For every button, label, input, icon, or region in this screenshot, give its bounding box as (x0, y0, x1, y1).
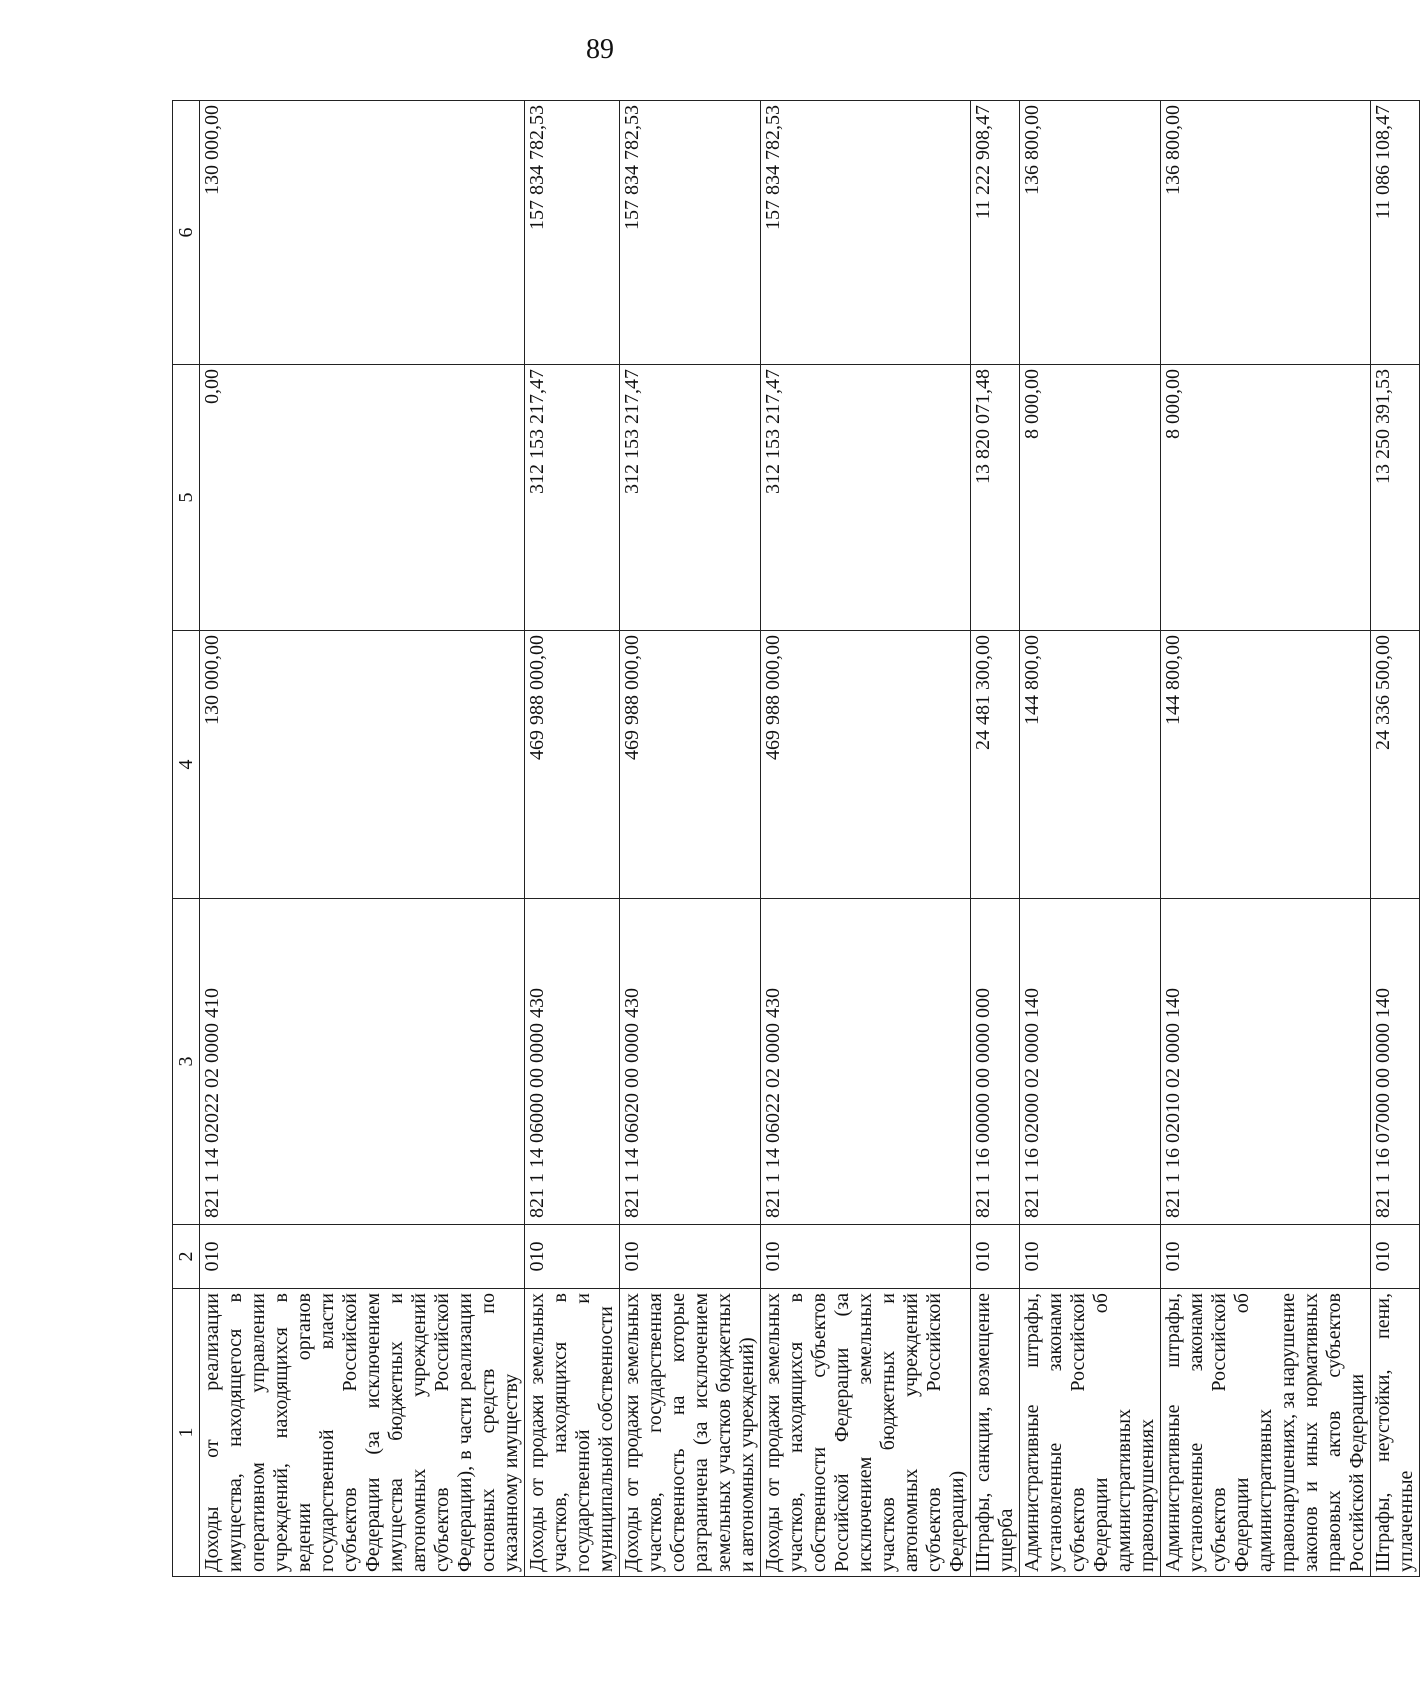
admin-code: 010 (971, 1225, 1020, 1289)
table-row (971, 101, 1020, 1577)
income-name: Доходы от продажи земельных участков, находящихся в государственной и муниципальной собственности (525, 1289, 620, 1577)
amount-col6: 11 222 908,47 (971, 101, 1020, 365)
amount-col5: 312 153 217,47 (761, 365, 971, 631)
budget-classification-code: 821 1 16 00000 00 0000 000 (971, 899, 1020, 1225)
amount-col5: 0,00 (200, 365, 525, 631)
admin-code: 010 (1371, 1225, 1420, 1289)
amount-col4: 144 800,00 (1161, 631, 1371, 899)
income-name: Доходы от продажи земельных участков, государственная собственность на которые разграничена (за исключением земельных участков бюджетных и автономных учреждений) (620, 1289, 761, 1577)
admin-code: 010 (200, 1225, 525, 1289)
amount-col5: 312 153 217,47 (620, 365, 761, 631)
admin-code: 010 (1161, 1225, 1371, 1289)
admin-code: 010 (620, 1225, 761, 1289)
budget-classification-code: 821 1 16 02010 02 0000 140 (1161, 899, 1371, 1225)
amount-col4: 130 000,00 (200, 631, 525, 899)
amount-col5: 13 250 391,53 (1371, 365, 1420, 631)
amount-col5: 13 820 071,48 (971, 365, 1020, 631)
table-row (525, 101, 620, 1577)
amount-col6: 130 000,00 (200, 101, 525, 365)
budget-classification-code: 821 1 14 02022 02 0000 410 (200, 899, 525, 1225)
column-header: 6 (173, 101, 200, 365)
amount-col4: 469 988 000,00 (761, 631, 971, 899)
rotated-table-container (172, 101, 1417, 1577)
amount-col6: 136 800,00 (1020, 101, 1161, 365)
amount-col6: 157 834 782,53 (761, 101, 971, 365)
budget-classification-code: 821 1 14 06000 00 0000 430 (525, 899, 620, 1225)
column-header: 3 (173, 899, 200, 1225)
column-header: 1 (173, 1289, 200, 1577)
admin-code: 010 (761, 1225, 971, 1289)
budget-classification-code: 821 1 14 06022 02 0000 430 (761, 899, 971, 1225)
page-number: 89 (586, 34, 614, 65)
income-name: Доходы от продажи земельных участков, находящихся в собственности субъектов Российской Федерации (за исключением земельных участков бюджетных и автономных учреждений субъектов Российской Федерации) (761, 1289, 971, 1577)
header-row (173, 101, 200, 1577)
amount-col6: 136 800,00 (1161, 101, 1371, 365)
admin-code: 010 (1020, 1225, 1161, 1289)
budget-classification-code: 821 1 16 02000 02 0000 140 (1020, 899, 1161, 1225)
budget-classification-code: 821 1 16 07000 00 0000 140 (1371, 899, 1420, 1225)
amount-col6: 11 086 108,47 (1371, 101, 1420, 365)
table-row (1161, 101, 1371, 1577)
amount-col4: 24 336 500,00 (1371, 631, 1420, 899)
table-row (620, 101, 761, 1577)
income-name: Штрафы, неустойки, пени, уплаченные (1371, 1289, 1420, 1577)
amount-col6: 157 834 782,53 (525, 101, 620, 365)
column-header: 5 (173, 365, 200, 631)
amount-col6: 157 834 782,53 (620, 101, 761, 365)
column-header: 2 (173, 1225, 200, 1289)
revenue-table (172, 100, 1420, 1577)
column-header: 4 (173, 631, 200, 899)
amount-col4: 469 988 000,00 (620, 631, 761, 899)
table-row (200, 101, 525, 1577)
amount-col4: 144 800,00 (1020, 631, 1161, 899)
amount-col5: 8 000,00 (1161, 365, 1371, 631)
amount-col5: 8 000,00 (1020, 365, 1161, 631)
admin-code: 010 (525, 1225, 620, 1289)
budget-classification-code: 821 1 14 06020 00 0000 430 (620, 899, 761, 1225)
table-row (1371, 101, 1420, 1577)
income-name: Административные штрафы, установленные законами субъектов Российской Федерации об административных правонарушениях, за нарушение законов и иных нормативных правовых актов субъектов Российской Федерации (1161, 1289, 1371, 1577)
income-name: Доходы от реализации имущества, находящегося в оперативном управлении учреждений, находящихся в ведении органов государственной власти субъектов Российской Федерации (за исключением имущества бюджетных и автономных учреждений субъектов Российской Федерации), в части реализации основных средств по указанному имуществу (200, 1289, 525, 1577)
income-name: Административные штрафы, установленные законами субъектов Российской Федерации об административных правонарушениях (1020, 1289, 1161, 1577)
income-name: Штрафы, санкции, возмещение ущерба (971, 1289, 1020, 1577)
table-row (1020, 101, 1161, 1577)
amount-col4: 24 481 300,00 (971, 631, 1020, 899)
table-row (761, 101, 971, 1577)
amount-col5: 312 153 217,47 (525, 365, 620, 631)
amount-col4: 469 988 000,00 (525, 631, 620, 899)
